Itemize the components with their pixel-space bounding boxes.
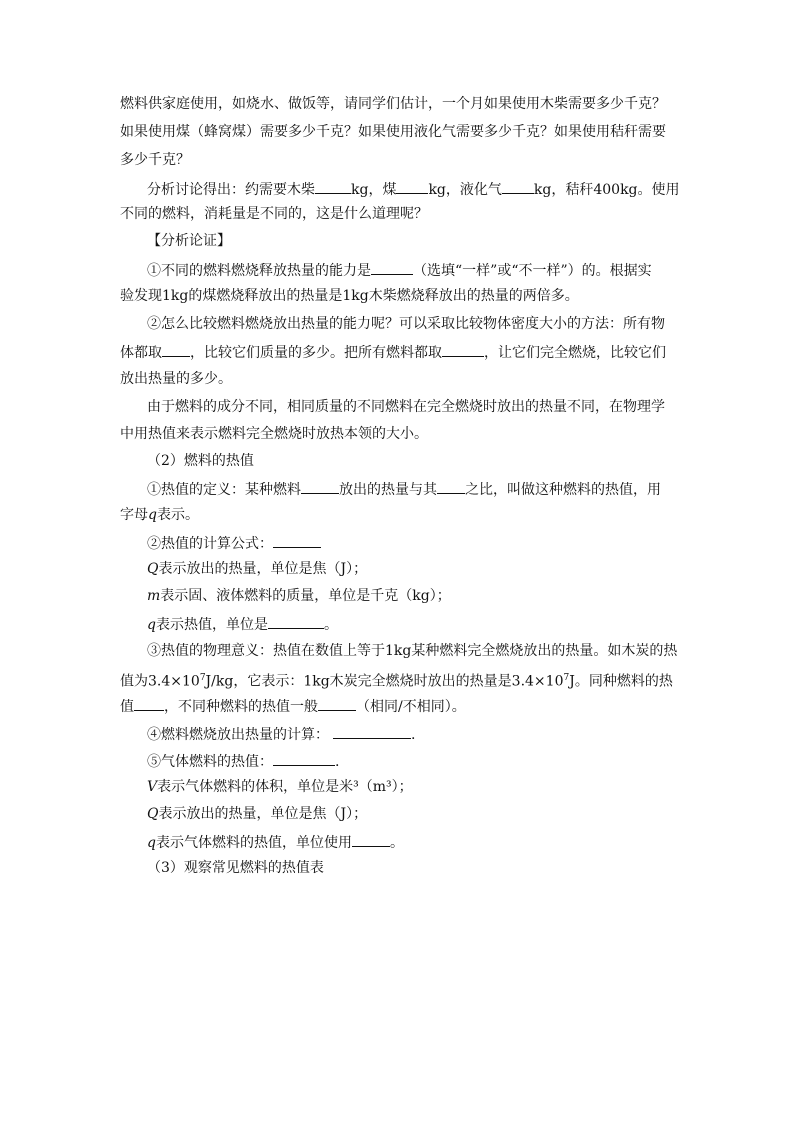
text: 体都取 <box>120 345 162 361</box>
section-heading <box>147 859 324 877</box>
paragraph-line <box>120 123 666 141</box>
paragraph-line <box>120 205 428 223</box>
text: （2）燃料的热值 <box>147 453 254 469</box>
text: . <box>335 754 340 770</box>
text: ④燃料燃烧放出热量的计算： <box>147 727 329 743</box>
text: 由于燃料的成分不同，相同质量的不同燃料在完全燃烧时放出的热量不同，在物理学 <box>147 399 665 415</box>
fill-blank[interactable] <box>371 260 413 275</box>
paragraph-line <box>120 425 428 443</box>
symbol: V <box>147 779 158 795</box>
paragraph-line <box>120 287 579 305</box>
fill-blank[interactable] <box>273 751 335 766</box>
text: 之比，叫做这种燃料的热值，用 <box>465 482 661 498</box>
text: 多少千克？ <box>120 152 190 168</box>
text: 表示固、液体燃料的质量，单位是千克（kg）； <box>160 588 451 604</box>
text: ，比较它们质量的多少。把所有燃料都取 <box>190 345 442 361</box>
paragraph-line <box>147 587 451 605</box>
symbol: m <box>147 588 161 604</box>
paragraph-line <box>147 479 661 499</box>
text: kg，液化气 <box>428 182 502 198</box>
paragraph-line <box>147 398 665 416</box>
paragraph-line <box>120 696 466 716</box>
fill-blank[interactable] <box>301 479 339 494</box>
text: 。 <box>389 835 404 851</box>
text: 【分析论证】 <box>147 233 231 249</box>
fill-blank[interactable] <box>396 179 428 194</box>
fill-blank[interactable] <box>273 533 321 548</box>
text: ⑤气体燃料的热值： <box>147 754 273 770</box>
section-heading <box>147 232 231 250</box>
fill-blank[interactable] <box>352 832 390 847</box>
paragraph-line <box>147 614 338 634</box>
superscript: 7 <box>199 673 206 683</box>
text: J/kg，它表示：1kg木炭完全燃烧时放出的热量是3.4×10 <box>205 673 564 690</box>
text: 表示放出的热量，单位是焦（J）； <box>158 806 368 822</box>
text: 分析讨论得出：约需要木柴 <box>147 182 315 198</box>
text: 表示气体燃料的热值，单位使用 <box>155 835 352 851</box>
text: 燃料供家庭使用，如烧水、做饭等，请同学们估计，一个月如果使用木柴需要多少千克？ <box>120 96 666 112</box>
paragraph-line <box>120 95 666 113</box>
text: 放出热量的多少。 <box>120 371 232 387</box>
text: 放出的热量与其 <box>339 482 437 498</box>
text: 不同的燃料，消耗量是不同的，这是什么道理呢？ <box>120 206 428 222</box>
symbol: q <box>148 507 157 523</box>
fill-blank[interactable] <box>134 696 164 711</box>
paragraph-line <box>147 179 680 199</box>
text: 表示气体燃料的体积，单位是米³（m³）； <box>157 779 413 795</box>
paragraph-line <box>147 805 367 823</box>
symbol: Q <box>147 806 159 822</box>
text: 值为3.4×10 <box>120 673 200 690</box>
paragraph-line <box>120 669 673 691</box>
text: 中用热值来表示燃料完全燃烧时放热本领的大小。 <box>120 426 428 442</box>
fill-blank[interactable] <box>333 724 411 739</box>
text: ②怎么比较燃料燃烧放出热量的能力呢？可以采取比较物体密度大小的方法：所有物 <box>147 316 665 332</box>
text: 如果使用煤（蜂窝煤）需要多少千克？如果使用液化气需要多少千克？如果使用秸秆需要 <box>120 124 666 140</box>
text: ①不同的燃料燃烧释放热量的能力是 <box>147 263 371 279</box>
symbol: Q <box>147 561 159 577</box>
paragraph-line <box>147 533 321 553</box>
text: 验发现1kg的煤燃烧释放出的热量是1kg木柴燃烧释放出的热量的两倍多。 <box>120 288 579 304</box>
text: 字母 <box>120 507 148 523</box>
fill-blank[interactable] <box>437 479 465 494</box>
superscript: 7 <box>563 673 570 683</box>
paragraph-line <box>120 506 199 524</box>
paragraph-line <box>147 751 339 771</box>
fill-blank[interactable] <box>268 614 324 629</box>
text: J。同种燃料的热 <box>569 673 673 690</box>
text: （3）观察常见燃料的热值表 <box>147 860 324 876</box>
fill-blank[interactable] <box>318 696 356 711</box>
text: ③热值的物理意义：热值在数值上等于1kg某种燃料完全燃烧放出的热量。如木炭的热 <box>147 643 678 659</box>
fill-blank[interactable] <box>442 342 484 357</box>
text: . <box>411 727 416 743</box>
section-heading <box>147 452 254 470</box>
paragraph-line <box>147 642 677 660</box>
text: 表示。 <box>156 507 199 523</box>
text: kg，煤 <box>351 182 397 198</box>
fill-blank[interactable] <box>162 342 190 357</box>
paragraph-line <box>147 315 665 333</box>
text: （相同/不相同）。 <box>356 699 466 715</box>
symbol: q <box>147 835 156 851</box>
paragraph-line <box>120 342 666 362</box>
paragraph-line <box>147 724 415 744</box>
text: （选填“一样”或“不一样”）的。根据实 <box>413 263 652 279</box>
paragraph-line <box>147 832 404 852</box>
paragraph-line <box>120 370 232 388</box>
symbol: q <box>147 617 156 633</box>
paragraph-line <box>147 560 367 578</box>
text: ①热值的定义：某种燃料 <box>147 482 301 498</box>
text: ，不同种燃料的热值一般 <box>164 699 318 715</box>
text: ②热值的计算公式： <box>147 536 273 552</box>
paragraph-line <box>147 260 652 280</box>
fill-blank[interactable] <box>502 179 534 194</box>
text: 。 <box>323 617 338 633</box>
fill-blank[interactable] <box>315 179 351 194</box>
text: 值 <box>120 699 134 715</box>
text: ，让它们完全燃烧，比较它们 <box>484 345 666 361</box>
text: kg，秸秆400kg。使用 <box>533 182 680 198</box>
paragraph-line <box>120 151 190 169</box>
paragraph-line <box>147 778 413 796</box>
text: 表示放出的热量，单位是焦（J）； <box>158 561 368 577</box>
text: 表示热值，单位是 <box>155 617 268 633</box>
